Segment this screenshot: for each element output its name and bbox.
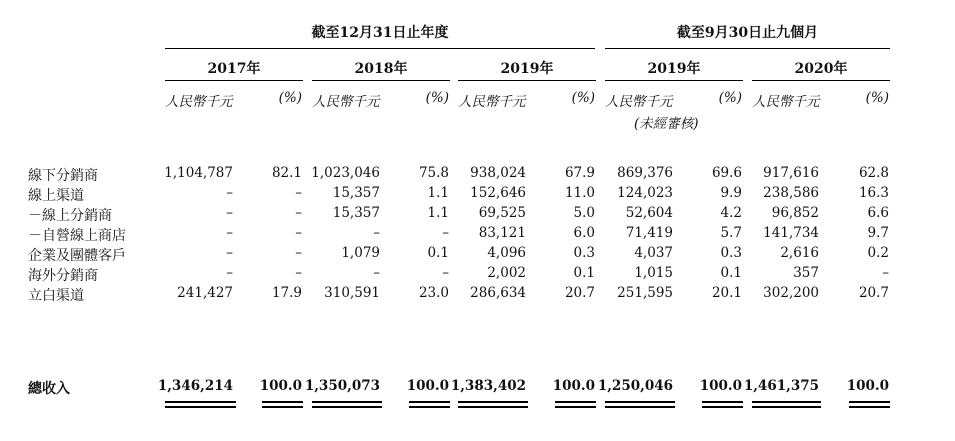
cell-2018-amount: 310,591 bbox=[324, 285, 380, 301]
cell-2018-pct: 1.1 bbox=[427, 205, 449, 221]
cell-2017-amount: – bbox=[226, 185, 233, 201]
total-double-rule bbox=[458, 401, 528, 403]
year-header-2018: 2018年 bbox=[354, 61, 408, 77]
total-double-rule bbox=[555, 401, 596, 403]
cell-2020-9m-pct: 0.2 bbox=[867, 245, 889, 261]
cell-2017-pct: – bbox=[295, 265, 302, 281]
total-double-rule bbox=[555, 406, 596, 408]
row-label: －自營線上商店 bbox=[28, 228, 126, 244]
cell-2018-amount: – bbox=[373, 265, 380, 281]
total-double-rule bbox=[752, 406, 821, 408]
cell-2019-pct: 0.3 bbox=[573, 245, 595, 261]
group-rule-nine-months bbox=[605, 48, 890, 49]
cell-2017-pct: – bbox=[295, 225, 302, 241]
year-header-2019: 2019年 bbox=[500, 61, 554, 77]
total-double-rule bbox=[312, 401, 382, 403]
row-label: 線下分銷商 bbox=[28, 168, 98, 184]
cell-2020-9m-amount: 302,200 bbox=[763, 285, 819, 301]
year-header-2017: 2017年 bbox=[207, 61, 261, 77]
unit-label-2019-nine-months: 人民幣千元 bbox=[605, 94, 673, 110]
cell-2019-amount: 152,646 bbox=[470, 185, 526, 201]
cell-2019-9m-amount: 71,419 bbox=[625, 225, 673, 241]
cell-2020-9m-pct: 16.3 bbox=[858, 185, 889, 201]
cell-2017-pct: 17.9 bbox=[271, 285, 302, 301]
total-cell-2017-amount: 1,346,214 bbox=[157, 378, 233, 394]
total-double-rule bbox=[312, 406, 382, 408]
cell-2019-amount: 938,024 bbox=[470, 165, 526, 181]
pct-label-2019-nine-months: (%) bbox=[718, 90, 742, 106]
cell-2017-pct: 82.1 bbox=[271, 165, 302, 181]
pct-label-2017: (%) bbox=[278, 90, 302, 106]
cell-2018-pct: 1.1 bbox=[427, 185, 449, 201]
cell-2020-9m-amount: 96,852 bbox=[771, 205, 819, 221]
cell-2018-pct: 23.0 bbox=[418, 285, 449, 301]
cell-2019-amount: 4,096 bbox=[487, 245, 526, 261]
cell-2020-9m-amount: 357 bbox=[793, 265, 819, 281]
year-header-2019-nine-months: 2019年 bbox=[647, 61, 701, 77]
cell-2019-pct: 67.9 bbox=[564, 165, 595, 181]
unaudited-note: (未經審核) bbox=[634, 116, 699, 132]
cell-2019-amount: 69,525 bbox=[478, 205, 526, 221]
cell-2018-amount: 15,357 bbox=[332, 185, 380, 201]
cell-2018-amount: 1,023,046 bbox=[311, 165, 380, 181]
group-header-nine-months: 截至9月30日止九個月 bbox=[676, 25, 819, 41]
cell-2017-pct: – bbox=[295, 185, 302, 201]
cell-2020-9m-pct: – bbox=[882, 265, 889, 281]
cell-2017-pct: – bbox=[295, 205, 302, 221]
year-rule-2018 bbox=[312, 80, 450, 81]
total-double-rule bbox=[165, 406, 236, 408]
year-rule-2019 bbox=[458, 80, 596, 81]
total-cell-2018-amount: 1,350,073 bbox=[304, 378, 380, 394]
total-double-rule bbox=[605, 406, 675, 408]
total-double-rule bbox=[605, 401, 675, 403]
row-label: 立白渠道 bbox=[28, 288, 84, 304]
cell-2017-pct: – bbox=[295, 245, 302, 261]
group-header-fiscal-year: 截至12月31日止年度 bbox=[311, 25, 449, 41]
row-label: 海外分銷商 bbox=[28, 268, 98, 284]
cell-2017-amount: – bbox=[226, 245, 233, 261]
cell-2020-9m-amount: 917,616 bbox=[763, 165, 819, 181]
cell-2019-9m-amount: 52,604 bbox=[625, 205, 673, 221]
cell-2018-pct: – bbox=[442, 265, 449, 281]
pct-label-2020-nine-months: (%) bbox=[865, 90, 889, 106]
total-double-rule bbox=[262, 401, 303, 403]
year-header-2020-nine-months: 2020年 bbox=[794, 61, 848, 77]
row-label: 企業及團體客戶 bbox=[28, 248, 126, 264]
cell-2019-9m-amount: 124,023 bbox=[617, 185, 673, 201]
row-label: －線上分銷商 bbox=[28, 208, 112, 224]
cell-2019-9m-pct: 0.1 bbox=[720, 265, 742, 281]
unit-label-2018: 人民幣千元 bbox=[312, 94, 380, 110]
cell-2019-amount: 83,121 bbox=[478, 225, 526, 241]
unit-label-2017: 人民幣千元 bbox=[165, 94, 233, 110]
year-rule-2017 bbox=[165, 80, 303, 81]
total-label: 總收入 bbox=[28, 381, 70, 397]
total-double-rule bbox=[409, 406, 450, 408]
total-double-rule bbox=[262, 406, 303, 408]
cell-2017-amount: – bbox=[226, 205, 233, 221]
cell-2020-9m-amount: 238,586 bbox=[763, 185, 819, 201]
cell-2019-pct: 0.1 bbox=[573, 265, 595, 281]
total-cell-2019-pct: 100.0 bbox=[552, 378, 595, 394]
pct-label-2019: (%) bbox=[571, 90, 595, 106]
total-double-rule bbox=[458, 406, 528, 408]
cell-2019-9m-amount: 4,037 bbox=[634, 245, 673, 261]
pct-label-2018: (%) bbox=[425, 90, 449, 106]
cell-2019-amount: 286,634 bbox=[470, 285, 526, 301]
cell-2020-9m-pct: 62.8 bbox=[858, 165, 889, 181]
total-double-rule bbox=[165, 401, 236, 403]
total-double-rule bbox=[702, 401, 743, 403]
cell-2019-9m-amount: 1,015 bbox=[634, 265, 673, 281]
cell-2019-amount: 2,002 bbox=[487, 265, 526, 281]
total-cell-2020-9m-amount: 1,461,375 bbox=[743, 378, 819, 394]
cell-2019-9m-pct: 20.1 bbox=[711, 285, 742, 301]
total-cell-2019-9m-pct: 100.0 bbox=[699, 378, 742, 394]
cell-2019-pct: 20.7 bbox=[564, 285, 595, 301]
total-cell-2018-pct: 100.0 bbox=[406, 378, 449, 394]
cell-2019-9m-pct: 4.2 bbox=[720, 205, 742, 221]
cell-2018-amount: 1,079 bbox=[341, 245, 380, 261]
cell-2019-pct: 11.0 bbox=[564, 185, 595, 201]
cell-2019-9m-pct: 69.6 bbox=[711, 165, 742, 181]
total-cell-2017-pct: 100.0 bbox=[259, 378, 302, 394]
cell-2019-pct: 5.0 bbox=[573, 205, 595, 221]
cell-2018-amount: 15,357 bbox=[332, 205, 380, 221]
cell-2017-amount: – bbox=[226, 265, 233, 281]
cell-2018-pct: 75.8 bbox=[418, 165, 449, 181]
total-double-rule bbox=[849, 406, 890, 408]
cell-2019-9m-amount: 869,376 bbox=[617, 165, 673, 181]
cell-2020-9m-pct: 20.7 bbox=[858, 285, 889, 301]
cell-2020-9m-pct: 6.6 bbox=[867, 205, 889, 221]
total-double-rule bbox=[409, 401, 450, 403]
cell-2019-9m-pct: 0.3 bbox=[720, 245, 742, 261]
cell-2020-9m-amount: 141,734 bbox=[763, 225, 819, 241]
total-cell-2019-9m-amount: 1,250,046 bbox=[597, 378, 673, 394]
year-rule-2020-nine-months bbox=[752, 80, 890, 81]
total-double-rule bbox=[752, 401, 821, 403]
cell-2018-pct: – bbox=[442, 225, 449, 241]
unit-label-2019: 人民幣千元 bbox=[458, 94, 526, 110]
year-rule-2019-nine-months bbox=[605, 80, 743, 81]
row-label: 線上渠道 bbox=[28, 188, 84, 204]
total-cell-2020-9m-pct: 100.0 bbox=[846, 378, 889, 394]
cell-2017-amount: – bbox=[226, 225, 233, 241]
total-double-rule bbox=[849, 401, 890, 403]
group-rule-fiscal bbox=[165, 48, 595, 49]
unit-label-2020-nine-months: 人民幣千元 bbox=[752, 94, 820, 110]
cell-2019-9m-amount: 251,595 bbox=[617, 285, 673, 301]
cell-2017-amount: 1,104,787 bbox=[164, 165, 233, 181]
cell-2020-9m-pct: 9.7 bbox=[867, 225, 889, 241]
total-cell-2019-amount: 1,383,402 bbox=[450, 378, 526, 394]
total-double-rule bbox=[702, 406, 743, 408]
cell-2018-pct: 0.1 bbox=[427, 245, 449, 261]
cell-2017-amount: 241,427 bbox=[177, 285, 233, 301]
cell-2019-9m-pct: 5.7 bbox=[720, 225, 742, 241]
cell-2019-9m-pct: 9.9 bbox=[720, 185, 742, 201]
cell-2019-pct: 6.0 bbox=[573, 225, 595, 241]
cell-2018-amount: – bbox=[373, 225, 380, 241]
cell-2020-9m-amount: 2,616 bbox=[780, 245, 819, 261]
